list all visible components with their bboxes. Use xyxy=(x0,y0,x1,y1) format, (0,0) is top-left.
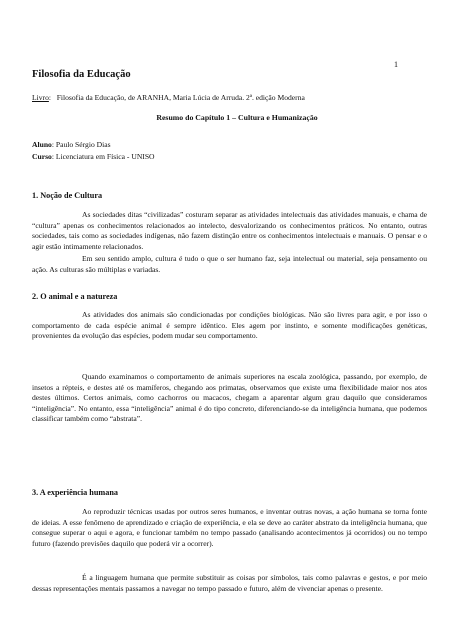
paragraph: As sociedades ditas “civilizadas” costuram separar as atividades intelectuais das atividades manuais, e chama de “cultura” apenas os conhecimentos relacionados ao intelecto, desvalorizando os conhecimentos práticos. No entanto, outras sociedades, tais como as sociedades indígenas, não fazem distinção entre os conhecimentos intelectuais e manuais. O pensar e o agir estão intimamente relacionados. xyxy=(32,210,427,251)
course-line: Curso: Licenciatura em Física - UNISO xyxy=(32,152,155,161)
paragraph: É a linguagem humana que permite substituir as coisas por símbolos, tais como palavras e gestos, e por meio dessas representações mentais passamos a navegar no tempo passado e futuro, além de vivenciar apenas o presente. xyxy=(32,573,427,593)
summary-title: Resumo do Capítulo 1 – Cultura e Humanização xyxy=(156,113,318,122)
book-text: Filosofia da Educação, de ARANHA, Maria Lúcia de Arruda. 2ª. edição Moderna xyxy=(56,93,305,102)
course-name: Licenciatura em Física - UNISO xyxy=(55,152,155,161)
section-heading: 3. A experiência humana xyxy=(32,488,118,497)
book-label: Livro xyxy=(32,93,49,102)
course-label: Curso xyxy=(32,152,52,161)
section-heading: 1. Noção de Cultura xyxy=(32,191,103,200)
paragraph: Ao reproduzir técnicas usadas por outros seres humanos, e inventar outras novas, a ação humana se torna fonte de ideias. A esse fenômeno de aprendizado e criação de experiência, e ela se deve ao caráter abstrato da inteligência humana, que consegue superar o aqui e agora, e funcionar também no tempo passado (analisando acontecimentos já ocorridos) ou no tempo futuro (fazendo previsões daquilo que poderá vir a ocorrer). xyxy=(32,507,427,548)
section-heading: 2. O animal e a natureza xyxy=(32,292,118,301)
paragraph: Em seu sentido amplo, cultura é tudo o que o ser humano faz, seja intelectual ou material, seja pensamento ou ação. As culturas são múltiplas e variadas. xyxy=(32,254,427,274)
page-number: 1 xyxy=(394,60,398,69)
student-line: Aluno: Paulo Sérgio Dias xyxy=(32,140,111,149)
book-reference: Livro: Filosofia da Educação, de ARANHA, Maria Lúcia de Arruda. 2ª. edição Moderna xyxy=(32,93,305,102)
paragraph: As atividades dos animais são condicionadas por condições biológicas. Não são livres para agir, e por isso o comportamento de cada espécie animal é sempre idêntico. Eles agem por instinto, e somente modificações genéticas, provenientes da evolução das espécies, podem mudar seu comportamento. xyxy=(32,310,427,341)
document-title: Filosofia da Educação xyxy=(32,69,131,80)
paragraph: Quando examinamos o comportamento de animais superiores na escala zoológica, passando, por exemplo, de insetos a répteis, e destes até os mamíferos, chegando aos primatas, observamos que existe uma flexibilidade maior nos atos destes últimos. Certos animais, como cachorros ou macacos, chegam a aparentar algum grau daquilo que consideramos “inteligência”. No entanto, essa “inteligência” animal é do tipo concreto, diferenciando-se da inteligência humana, que podemos classificar também como “abstrata”. xyxy=(32,372,427,424)
student-label: Aluno xyxy=(32,140,52,149)
student-name: Paulo Sérgio Dias xyxy=(55,140,111,149)
